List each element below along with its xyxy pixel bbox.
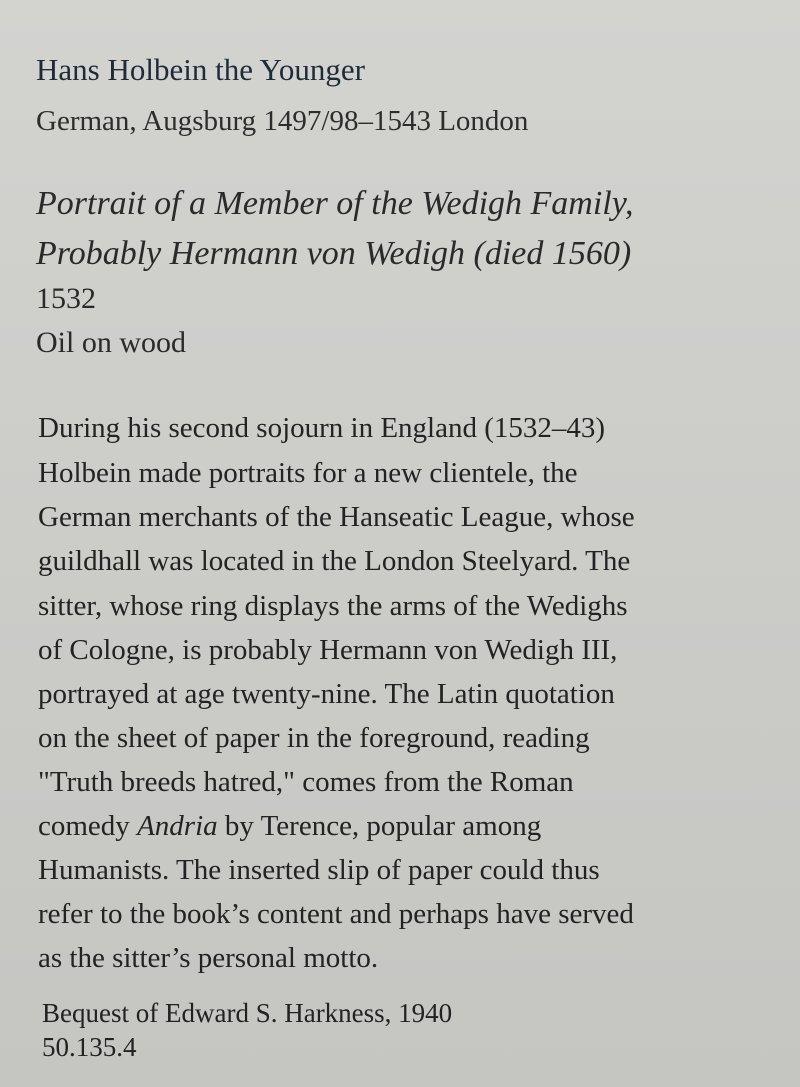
description-line: Holbein made portraits for a new clientele, the bbox=[38, 457, 578, 489]
description-line: Humanists. The inserted slip of paper could thus bbox=[38, 854, 600, 886]
description-line: During his second sojourn in England (1532–43) bbox=[38, 412, 606, 444]
description-line: German merchants of the Hanseatic League, whose bbox=[38, 501, 635, 533]
description-line: "Truth breeds hatred," comes from the Roman bbox=[38, 766, 574, 798]
description-text: by Terence, popular among bbox=[217, 810, 542, 842]
description-line: refer to the book’s content and perhaps have served bbox=[38, 898, 634, 930]
description-text: comedy bbox=[38, 810, 138, 842]
description-line: as the sitter’s personal motto. bbox=[38, 942, 379, 974]
artwork-title-line-2: Probably Hermann von Wedigh (died 1560) bbox=[36, 235, 632, 272]
artwork-title-line-1: Portrait of a Member of the Wedigh Family, bbox=[36, 185, 634, 222]
description-line: guildhall was located in the London Steelyard. The bbox=[38, 545, 631, 577]
description-line: sitter, whose ring displays the arms of the Wedighs bbox=[38, 590, 628, 622]
description-line: portrayed at age twenty-nine. The Latin quotation bbox=[38, 678, 615, 710]
description-line bbox=[38, 808, 541, 844]
artwork-date: 1532 bbox=[36, 282, 96, 315]
play-title: Andria bbox=[137, 810, 218, 842]
credit-line: Bequest of Edward S. Harkness, 1940 bbox=[42, 998, 453, 1028]
description-line: of Cologne, is probably Hermann von Wedigh III, bbox=[38, 634, 618, 666]
description-line: on the sheet of paper in the foreground, reading bbox=[38, 722, 590, 754]
accession-number: 50.135.4 bbox=[42, 1032, 137, 1062]
artist-name: Hans Holbein the Younger bbox=[36, 52, 365, 87]
artwork-medium: Oil on wood bbox=[36, 326, 186, 359]
artist-nationality-life: German, Augsburg 1497/98–1543 London bbox=[36, 105, 529, 137]
